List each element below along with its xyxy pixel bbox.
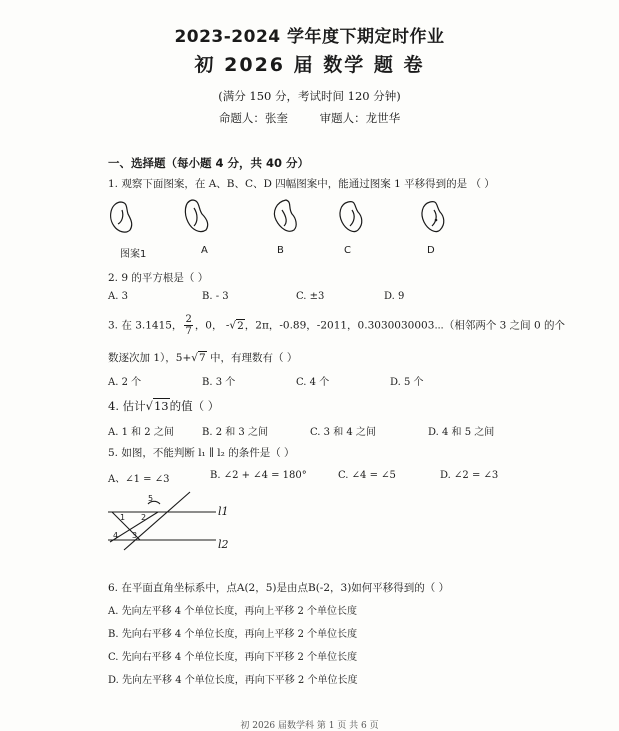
q4-prefix: 4. 估计 <box>108 399 146 413</box>
q3-mid1: ，0， - <box>194 319 230 332</box>
reviewer: 审题人：龙世华 <box>319 111 401 125</box>
q3-option-b: B. 3 个 <box>202 377 236 388</box>
question-2: 2. 9 的平方根是（ ） <box>108 272 209 284</box>
question-3-line1: 3. 在 3.1415， $\frac{2}{7}$ ，0， -√2，2π，-0.89，-2011，0.3030030003⋯（相邻两个 3 之间 0 的个 <box>108 314 566 337</box>
q2-option-a: A. 3 <box>108 291 128 302</box>
angle-label: 5 <box>148 494 154 503</box>
question-4: 4. 估计√13的值（ ） <box>108 399 220 413</box>
exam-title: 2023-2024 学年度下期定时作业 <box>174 27 445 47</box>
q5-option-b: B. ∠2 + ∠4 = 180° <box>210 470 307 481</box>
pattern-b-shape <box>274 200 296 231</box>
q5-option-c: C. ∠4 = ∠5 <box>338 470 396 481</box>
q3-option-d: D. 5 个 <box>390 377 424 388</box>
question-1: 1. 观察下面图案，在 A、B、C、D 四幅图案中，能通过图案 1 平移得到的是 （ ） <box>108 178 495 190</box>
q4-option-c: C. 3 和 4 之间 <box>310 427 376 438</box>
sqrt-13: 13 <box>153 399 169 413</box>
q4-option-b: B. 2 和 3 之间 <box>202 427 268 438</box>
sqrt-2: 2 <box>237 319 244 332</box>
q3-line2-b: 中，有理数有（ ） <box>206 352 298 364</box>
question-6: 6. 在平面直角坐标系中，点A(2，5)是由点B(-2，3)如何平移得到的（ ） <box>108 582 450 594</box>
pattern-c-shape <box>340 202 362 232</box>
line-l1-label: l1 <box>218 505 229 518</box>
question-5: 5. 如图，不能判断 l₁ ∥ l₂ 的条件是（ ） <box>108 447 295 459</box>
q6-option-a: A. 先向左平移 4 个单位长度，再向上平移 2 个单位长度 <box>108 606 358 617</box>
angle-label: 4 <box>113 531 119 540</box>
fraction-2-7 <box>184 314 192 337</box>
pattern-figures <box>100 196 460 244</box>
q6-option-d: D. 先向左平移 4 个单位长度，再向下平移 2 个单位长度 <box>108 675 358 686</box>
q3-option-c: C. 4 个 <box>296 377 330 388</box>
q2-option-c: C. ±3 <box>296 291 325 302</box>
q2-option-d: D. 9 <box>384 291 405 302</box>
pattern-1-shape <box>111 202 132 232</box>
q5-option-d: D. ∠2 = ∠3 <box>440 470 499 481</box>
q6-option-b: B. 先向右平移 4 个单位长度，再向上平移 2 个单位长度 <box>108 629 358 640</box>
exam-authors <box>0 110 619 126</box>
section-heading: 一、选择题（每小题 4 分，共 40 分） <box>108 156 310 170</box>
exam-subtitle: 初 2026 届 数学 题 卷 <box>194 54 425 76</box>
q3-mid2: ，2π，-0.89，-2011，0.3030030003⋯（相邻两个 3 之间 0 的个 <box>244 319 566 332</box>
q6-option-c: C. 先向右平移 4 个单位长度，再向下平移 2 个单位长度 <box>108 652 358 663</box>
q4-option-a: A. 1 和 2 之间 <box>108 427 174 438</box>
angle-label: 2 <box>141 513 147 522</box>
angle-label: 1 <box>120 513 126 522</box>
q3-prefix: 3. 在 3.1415， <box>108 319 183 332</box>
angle-label: 3 <box>132 531 138 540</box>
pattern-label-a: A <box>201 245 208 256</box>
line-l2-label: l2 <box>218 538 229 551</box>
sqrt-7: 7 <box>198 352 206 364</box>
pattern-label-1: 图案1 <box>120 249 147 260</box>
q2-option-b: B. - 3 <box>202 291 229 302</box>
question-3-line2: 数逐次加 1），5+√7 中，有理数有（ ） <box>108 352 298 364</box>
exam-info: (满分 150 分，考试时间 120 分钟) <box>218 89 401 103</box>
pattern-d-shape <box>422 202 444 232</box>
q4-suffix: 的值（ ） <box>169 399 220 413</box>
frac-den: 7 <box>185 326 192 337</box>
q5-option-a: A、∠1 = ∠3 <box>108 474 170 485</box>
pattern-label-d: D <box>427 245 435 256</box>
author: 命题人：张奎 <box>218 111 288 125</box>
q3-option-a: A. 2 个 <box>108 377 142 388</box>
frac-num: 2 <box>185 314 192 325</box>
pattern-a-shape <box>185 200 207 232</box>
pattern-label-c: C <box>344 245 351 256</box>
pattern-label-b: B <box>277 245 284 256</box>
page-footer: 初 2026 届数学科 第 1 页 共 6 页 <box>240 721 379 731</box>
q4-option-d: D. 4 和 5 之间 <box>428 427 495 438</box>
q3-line2-a: 数逐次加 1），5+ <box>108 352 192 364</box>
